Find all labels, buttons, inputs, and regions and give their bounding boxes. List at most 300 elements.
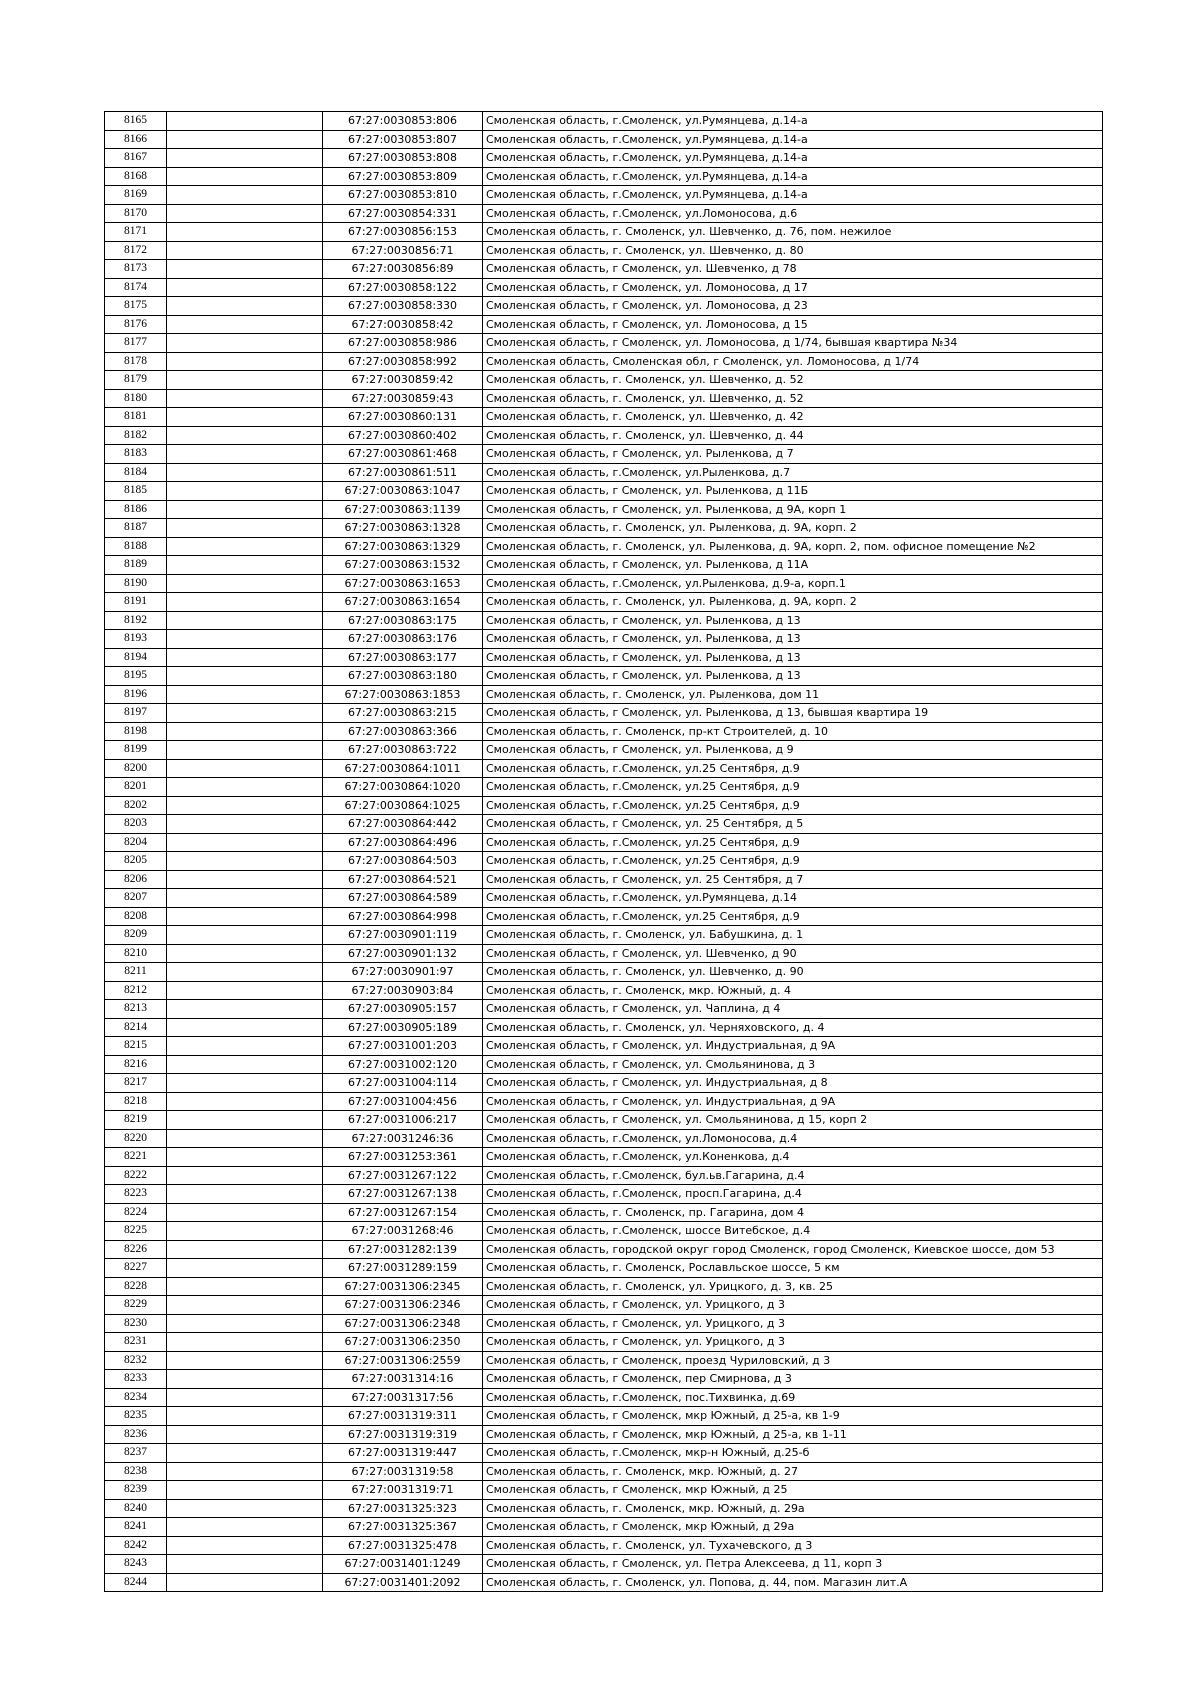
table-row bbox=[105, 889, 1103, 908]
empty-cell bbox=[167, 889, 323, 908]
address: Смоленская область, г. Смоленск, ул. Шевченко, д. 90 bbox=[483, 963, 1103, 982]
address: Смоленская область, г. Смоленск, ул. Шевченко, д. 80 bbox=[483, 241, 1103, 260]
table-row bbox=[105, 1499, 1103, 1518]
empty-cell bbox=[167, 981, 323, 1000]
table-row bbox=[105, 186, 1103, 205]
address: Смоленская область, г Смоленск, ул. Рыленкова, д 13, бывшая квартира 19 bbox=[483, 704, 1103, 723]
row-number: 8183 bbox=[105, 445, 167, 464]
cadastral-number: 67:27:0030858:992 bbox=[323, 352, 483, 371]
empty-cell bbox=[167, 537, 323, 556]
address: Смоленская область, г Смоленск, ул. Индустриальная, д 9А bbox=[483, 1092, 1103, 1111]
address: Смоленская область, г.Смоленск, ул.Румянцева, д.14-а bbox=[483, 130, 1103, 149]
empty-cell bbox=[167, 1018, 323, 1037]
cadastral-number: 67:27:0031306:2350 bbox=[323, 1333, 483, 1352]
cadastral-number: 67:27:0031319:447 bbox=[323, 1444, 483, 1463]
row-number: 8216 bbox=[105, 1055, 167, 1074]
table-row bbox=[105, 297, 1103, 316]
address: Смоленская область, городской округ город Смоленск, город Смоленск, Киевское шоссе, дом 53 bbox=[483, 1240, 1103, 1259]
empty-cell bbox=[167, 722, 323, 741]
address: Смоленская область, г.Смоленск, ул.25 Сентября, д.9 bbox=[483, 907, 1103, 926]
cadastral-number: 67:27:0031306:2346 bbox=[323, 1296, 483, 1315]
empty-cell bbox=[167, 334, 323, 353]
empty-cell bbox=[167, 223, 323, 242]
empty-cell bbox=[167, 852, 323, 871]
address: Смоленская область, г Смоленск, мкр Южный, д 25-а, кв 1-9 bbox=[483, 1407, 1103, 1426]
row-number: 8201 bbox=[105, 778, 167, 797]
address: Смоленская область, г Смоленск, ул. Рыленкова, д 13 bbox=[483, 630, 1103, 649]
cadastral-number: 67:27:0031317:56 bbox=[323, 1388, 483, 1407]
address: Смоленская область, г. Смоленск, ул. Шевченко, д. 42 bbox=[483, 408, 1103, 427]
table-row bbox=[105, 1555, 1103, 1574]
empty-cell bbox=[167, 1481, 323, 1500]
address: Смоленская область, г Смоленск, ул. Шевченко, д 78 bbox=[483, 260, 1103, 279]
address: Смоленская область, г Смоленск, ул. 25 Сентября, д 5 bbox=[483, 815, 1103, 834]
row-number: 8228 bbox=[105, 1277, 167, 1296]
empty-cell bbox=[167, 1518, 323, 1537]
row-number: 8220 bbox=[105, 1129, 167, 1148]
cadastral-number: 67:27:0031001:203 bbox=[323, 1037, 483, 1056]
cadastral-number: 67:27:0030864:442 bbox=[323, 815, 483, 834]
row-number: 8222 bbox=[105, 1166, 167, 1185]
cadastral-number: 67:27:0030863:1532 bbox=[323, 556, 483, 575]
empty-cell bbox=[167, 593, 323, 612]
table-row bbox=[105, 944, 1103, 963]
row-number: 8166 bbox=[105, 130, 167, 149]
cadastral-number: 67:27:0031246:36 bbox=[323, 1129, 483, 1148]
table-row bbox=[105, 500, 1103, 519]
cadastral-number: 67:27:0030853:806 bbox=[323, 112, 483, 131]
address: Смоленская область, г Смоленск, пер Смирнова, д 3 bbox=[483, 1370, 1103, 1389]
table-row bbox=[105, 1000, 1103, 1019]
address: Смоленская область, г.Смоленск, ул.Ломоносова, д.4 bbox=[483, 1129, 1103, 1148]
empty-cell bbox=[167, 870, 323, 889]
table-row bbox=[105, 519, 1103, 538]
row-number: 8186 bbox=[105, 500, 167, 519]
cadastral-number: 67:27:0031319:58 bbox=[323, 1462, 483, 1481]
cadastral-number: 67:27:0030905:157 bbox=[323, 1000, 483, 1019]
row-number: 8241 bbox=[105, 1518, 167, 1537]
empty-cell bbox=[167, 759, 323, 778]
address: Смоленская область, г. Смоленск, ул. Черняховского, д. 4 bbox=[483, 1018, 1103, 1037]
empty-cell bbox=[167, 1425, 323, 1444]
cadastral-number: 67:27:0030858:122 bbox=[323, 278, 483, 297]
table-row bbox=[105, 112, 1103, 131]
row-number: 8173 bbox=[105, 260, 167, 279]
row-number: 8174 bbox=[105, 278, 167, 297]
empty-cell bbox=[167, 1055, 323, 1074]
cadastral-number: 67:27:0030863:722 bbox=[323, 741, 483, 760]
row-number: 8197 bbox=[105, 704, 167, 723]
address: Смоленская область, г.Смоленск, ул.Румянцева, д.14-а bbox=[483, 167, 1103, 186]
empty-cell bbox=[167, 1259, 323, 1278]
cadastral-number: 67:27:0030863:1139 bbox=[323, 500, 483, 519]
table-row bbox=[105, 1388, 1103, 1407]
row-number: 8226 bbox=[105, 1240, 167, 1259]
empty-cell bbox=[167, 833, 323, 852]
address: Смоленская область, г. Смоленск, ул. Шевченко, д. 52 bbox=[483, 371, 1103, 390]
row-number: 8224 bbox=[105, 1203, 167, 1222]
address: Смоленская область, г Смоленск, проезд Чуриловский, д 3 bbox=[483, 1351, 1103, 1370]
row-number: 8243 bbox=[105, 1555, 167, 1574]
row-number: 8214 bbox=[105, 1018, 167, 1037]
empty-cell bbox=[167, 741, 323, 760]
empty-cell bbox=[167, 685, 323, 704]
cadastral-number: 67:27:0030901:132 bbox=[323, 944, 483, 963]
table-row bbox=[105, 1055, 1103, 1074]
row-number: 8204 bbox=[105, 833, 167, 852]
empty-cell bbox=[167, 796, 323, 815]
address: Смоленская область, г. Смоленск, мкр. Южный, д. 29а bbox=[483, 1499, 1103, 1518]
address: Смоленская область, г. Смоленск, пр-кт Строителей, д. 10 bbox=[483, 722, 1103, 741]
row-number: 8172 bbox=[105, 241, 167, 260]
row-number: 8244 bbox=[105, 1573, 167, 1592]
empty-cell bbox=[167, 352, 323, 371]
cadastral-number: 67:27:0031289:159 bbox=[323, 1259, 483, 1278]
empty-cell bbox=[167, 1573, 323, 1592]
table-row bbox=[105, 741, 1103, 760]
empty-cell bbox=[167, 944, 323, 963]
row-number: 8229 bbox=[105, 1296, 167, 1315]
cadastral-number: 67:27:0030864:503 bbox=[323, 852, 483, 871]
empty-cell bbox=[167, 186, 323, 205]
empty-cell bbox=[167, 1092, 323, 1111]
table-row bbox=[105, 593, 1103, 612]
cadastral-number: 67:27:0030863:1853 bbox=[323, 685, 483, 704]
address: Смоленская область, г Смоленск, ул. Рыленкова, д 13 bbox=[483, 667, 1103, 686]
table-row bbox=[105, 1111, 1103, 1130]
table-row bbox=[105, 334, 1103, 353]
cadastral-number: 67:27:0030858:330 bbox=[323, 297, 483, 316]
empty-cell bbox=[167, 667, 323, 686]
table-row bbox=[105, 685, 1103, 704]
empty-cell bbox=[167, 1148, 323, 1167]
address: Смоленская область, г. Смоленск, ул. Шевченко, д. 44 bbox=[483, 426, 1103, 445]
cadastral-number: 67:27:0030861:511 bbox=[323, 463, 483, 482]
cadastral-number: 67:27:0030853:808 bbox=[323, 149, 483, 168]
table-row bbox=[105, 704, 1103, 723]
address: Смоленская область, г Смоленск, ул. Рыленкова, д 9 bbox=[483, 741, 1103, 760]
table-row bbox=[105, 611, 1103, 630]
row-number: 8195 bbox=[105, 667, 167, 686]
row-number: 8235 bbox=[105, 1407, 167, 1426]
empty-cell bbox=[167, 500, 323, 519]
address: Смоленская область, г Смоленск, ул. Урицкого, д 3 bbox=[483, 1314, 1103, 1333]
address: Смоленская область, г Смоленск, ул. Чаплина, д 4 bbox=[483, 1000, 1103, 1019]
empty-cell bbox=[167, 1203, 323, 1222]
cadastral-number: 67:27:0030863:1329 bbox=[323, 537, 483, 556]
address: Смоленская область, г Смоленск, мкр Южный, д 25-а, кв 1-11 bbox=[483, 1425, 1103, 1444]
table-row bbox=[105, 426, 1103, 445]
empty-cell bbox=[167, 1333, 323, 1352]
address: Смоленская область, г.Смоленск, ул.Коненкова, д.4 bbox=[483, 1148, 1103, 1167]
table-row bbox=[105, 796, 1103, 815]
cadastral-number: 67:27:0030863:1047 bbox=[323, 482, 483, 501]
cadastral-number: 67:27:0030901:119 bbox=[323, 926, 483, 945]
cadastral-number: 67:27:0030863:175 bbox=[323, 611, 483, 630]
row-number: 8219 bbox=[105, 1111, 167, 1130]
row-number: 8200 bbox=[105, 759, 167, 778]
row-number: 8193 bbox=[105, 630, 167, 649]
address: Смоленская область, г. Смоленск, ул. Рыленкова, д. 9А, корп. 2 bbox=[483, 519, 1103, 538]
empty-cell bbox=[167, 963, 323, 982]
row-number: 8199 bbox=[105, 741, 167, 760]
cadastral-number: 67:27:0030856:153 bbox=[323, 223, 483, 242]
cadastral-number: 67:27:0030858:986 bbox=[323, 334, 483, 353]
address: Смоленская область, г.Смоленск, ул.25 Сентября, д.9 bbox=[483, 759, 1103, 778]
address: Смоленская область, г.Смоленск, ул.25 Сентября, д.9 bbox=[483, 852, 1103, 871]
empty-cell bbox=[167, 556, 323, 575]
address: Смоленская область, г.Смоленск, ул.25 Сентября, д.9 bbox=[483, 778, 1103, 797]
row-number: 8165 bbox=[105, 112, 167, 131]
table-row bbox=[105, 630, 1103, 649]
table-row bbox=[105, 1333, 1103, 1352]
table-row bbox=[105, 556, 1103, 575]
address: Смоленская область, г. Смоленск, ул. Рыленкова, дом 11 bbox=[483, 685, 1103, 704]
address: Смоленская область, г.Смоленск, ул.Румянцева, д.14-а bbox=[483, 186, 1103, 205]
empty-cell bbox=[167, 445, 323, 464]
row-number: 8194 bbox=[105, 648, 167, 667]
empty-cell bbox=[167, 130, 323, 149]
registry-table-body bbox=[105, 112, 1103, 1592]
table-row bbox=[105, 1259, 1103, 1278]
row-number: 8189 bbox=[105, 556, 167, 575]
empty-cell bbox=[167, 482, 323, 501]
empty-cell bbox=[167, 167, 323, 186]
address: Смоленская область, г.Смоленск, ул.Румянцева, д.14 bbox=[483, 889, 1103, 908]
cadastral-number: 67:27:0030853:810 bbox=[323, 186, 483, 205]
cadastral-number: 67:27:0030856:89 bbox=[323, 260, 483, 279]
table-row bbox=[105, 482, 1103, 501]
address: Смоленская область, г Смоленск, ул. Ломоносова, д 17 bbox=[483, 278, 1103, 297]
cadastral-number: 67:27:0031253:361 bbox=[323, 1148, 483, 1167]
address: Смоленская область, Смоленская обл, г Смоленск, ул. Ломоносова, д 1/74 bbox=[483, 352, 1103, 371]
row-number: 8225 bbox=[105, 1222, 167, 1241]
table-row bbox=[105, 1370, 1103, 1389]
address: Смоленская область, г.Смоленск, ул.Румянцева, д.14-а bbox=[483, 149, 1103, 168]
empty-cell bbox=[167, 1370, 323, 1389]
cadastral-number: 67:27:0031325:367 bbox=[323, 1518, 483, 1537]
table-row bbox=[105, 1037, 1103, 1056]
cadastral-number: 67:27:0030863:1654 bbox=[323, 593, 483, 612]
table-row bbox=[105, 1203, 1103, 1222]
address: Смоленская область, г Смоленск, ул. Урицкого, д 3 bbox=[483, 1333, 1103, 1352]
cadastral-number: 67:27:0030864:496 bbox=[323, 833, 483, 852]
address: Смоленская область, г. Смоленск, мкр. Южный, д. 27 bbox=[483, 1462, 1103, 1481]
empty-cell bbox=[167, 1351, 323, 1370]
row-number: 8236 bbox=[105, 1425, 167, 1444]
row-number: 8177 bbox=[105, 334, 167, 353]
registry-table bbox=[104, 111, 1103, 1592]
table-row bbox=[105, 241, 1103, 260]
cadastral-number: 67:27:0031267:138 bbox=[323, 1185, 483, 1204]
table-row bbox=[105, 574, 1103, 593]
empty-cell bbox=[167, 389, 323, 408]
row-number: 8240 bbox=[105, 1499, 167, 1518]
table-row bbox=[105, 315, 1103, 334]
address: Смоленская область, г.Смоленск, ул.25 Сентября, д.9 bbox=[483, 796, 1103, 815]
cadastral-number: 67:27:0030858:42 bbox=[323, 315, 483, 334]
address: Смоленская область, г Смоленск, ул. Рыленкова, д 11Б bbox=[483, 482, 1103, 501]
cadastral-number: 67:27:0030864:1025 bbox=[323, 796, 483, 815]
cadastral-number: 67:27:0031325:323 bbox=[323, 1499, 483, 1518]
row-number: 8207 bbox=[105, 889, 167, 908]
cadastral-number: 67:27:0031006:217 bbox=[323, 1111, 483, 1130]
table-row bbox=[105, 1018, 1103, 1037]
table-row bbox=[105, 167, 1103, 186]
cadastral-number: 67:27:0030864:521 bbox=[323, 870, 483, 889]
row-number: 8234 bbox=[105, 1388, 167, 1407]
address: Смоленская область, г Смоленск, ул. Ломоносова, д 15 bbox=[483, 315, 1103, 334]
address: Смоленская область, г Смоленск, ул. Рыленкова, д 13 bbox=[483, 648, 1103, 667]
table-row bbox=[105, 1518, 1103, 1537]
address: Смоленская область, г. Смоленск, ул. Урицкого, д. 3, кв. 25 bbox=[483, 1277, 1103, 1296]
row-number: 8237 bbox=[105, 1444, 167, 1463]
row-number: 8223 bbox=[105, 1185, 167, 1204]
cadastral-number: 67:27:0030863:215 bbox=[323, 704, 483, 723]
cadastral-number: 67:27:0031268:46 bbox=[323, 1222, 483, 1241]
table-row bbox=[105, 260, 1103, 279]
empty-cell bbox=[167, 463, 323, 482]
empty-cell bbox=[167, 1277, 323, 1296]
empty-cell bbox=[167, 241, 323, 260]
table-row bbox=[105, 722, 1103, 741]
row-number: 8198 bbox=[105, 722, 167, 741]
empty-cell bbox=[167, 1296, 323, 1315]
empty-cell bbox=[167, 1074, 323, 1093]
table-row bbox=[105, 389, 1103, 408]
row-number: 8232 bbox=[105, 1351, 167, 1370]
address: Смоленская область, г. Смоленск, Рославльское шоссе, 5 км bbox=[483, 1259, 1103, 1278]
table-row bbox=[105, 648, 1103, 667]
address: Смоленская область, г.Смоленск, ул.25 Сентября, д.9 bbox=[483, 833, 1103, 852]
table-row bbox=[105, 1092, 1103, 1111]
row-number: 8215 bbox=[105, 1037, 167, 1056]
empty-cell bbox=[167, 1388, 323, 1407]
cadastral-number: 67:27:0030856:71 bbox=[323, 241, 483, 260]
table-row bbox=[105, 1314, 1103, 1333]
empty-cell bbox=[167, 426, 323, 445]
table-row bbox=[105, 1481, 1103, 1500]
cadastral-number: 67:27:0031401:1249 bbox=[323, 1555, 483, 1574]
row-number: 8171 bbox=[105, 223, 167, 242]
address: Смоленская область, г.Смоленск, просп.Гагарина, д.4 bbox=[483, 1185, 1103, 1204]
cadastral-number: 67:27:0030864:1020 bbox=[323, 778, 483, 797]
row-number: 8191 bbox=[105, 593, 167, 612]
cadastral-number: 67:27:0030863:366 bbox=[323, 722, 483, 741]
row-number: 8190 bbox=[105, 574, 167, 593]
cadastral-number: 67:27:0031267:122 bbox=[323, 1166, 483, 1185]
empty-cell bbox=[167, 1222, 323, 1241]
row-number: 8181 bbox=[105, 408, 167, 427]
table-row bbox=[105, 907, 1103, 926]
row-number: 8167 bbox=[105, 149, 167, 168]
address: Смоленская область, г Смоленск, мкр Южный, д 29а bbox=[483, 1518, 1103, 1537]
address: Смоленская область, г Смоленск, ул. Рыленкова, д 11А bbox=[483, 556, 1103, 575]
address: Смоленская область, г Смоленск, ул. Рыленкова, д 7 bbox=[483, 445, 1103, 464]
address: Смоленская область, г Смоленск, ул. Индустриальная, д 9А bbox=[483, 1037, 1103, 1056]
cadastral-number: 67:27:0031401:2092 bbox=[323, 1573, 483, 1592]
address: Смоленская область, г.Смоленск, бул.ьв.Гагарина, д.4 bbox=[483, 1166, 1103, 1185]
row-number: 8196 bbox=[105, 685, 167, 704]
cadastral-number: 67:27:0031319:319 bbox=[323, 1425, 483, 1444]
empty-cell bbox=[167, 630, 323, 649]
table-row bbox=[105, 1240, 1103, 1259]
cadastral-number: 67:27:0031314:16 bbox=[323, 1370, 483, 1389]
empty-cell bbox=[167, 204, 323, 223]
address: Смоленская область, г.Смоленск, ул.Ломоносова, д.6 bbox=[483, 204, 1103, 223]
address: Смоленская область, г.Смоленск, ул.Рыленкова, д.7 bbox=[483, 463, 1103, 482]
row-number: 8203 bbox=[105, 815, 167, 834]
cadastral-number: 67:27:0031319:71 bbox=[323, 1481, 483, 1500]
table-row bbox=[105, 1129, 1103, 1148]
empty-cell bbox=[167, 1314, 323, 1333]
row-number: 8178 bbox=[105, 352, 167, 371]
empty-cell bbox=[167, 371, 323, 390]
row-number: 8188 bbox=[105, 537, 167, 556]
address: Смоленская область, г. Смоленск, ул. Рыленкова, д. 9А, корп. 2 bbox=[483, 593, 1103, 612]
empty-cell bbox=[167, 1555, 323, 1574]
empty-cell bbox=[167, 1444, 323, 1463]
table-row bbox=[105, 1185, 1103, 1204]
empty-cell bbox=[167, 278, 323, 297]
row-number: 8208 bbox=[105, 907, 167, 926]
empty-cell bbox=[167, 907, 323, 926]
table-row bbox=[105, 1444, 1103, 1463]
cadastral-number: 67:27:0031306:2348 bbox=[323, 1314, 483, 1333]
address: Смоленская область, г. Смоленск, ул. Шевченко, д. 52 bbox=[483, 389, 1103, 408]
table-row bbox=[105, 371, 1103, 390]
row-number: 8170 bbox=[105, 204, 167, 223]
table-row bbox=[105, 537, 1103, 556]
row-number: 8175 bbox=[105, 297, 167, 316]
address: Смоленская область, г Смоленск, ул. Ломоносова, д 1/74, бывшая квартира №34 bbox=[483, 334, 1103, 353]
table-row bbox=[105, 223, 1103, 242]
row-number: 8206 bbox=[105, 870, 167, 889]
table-row bbox=[105, 1407, 1103, 1426]
cadastral-number: 67:27:0030905:189 bbox=[323, 1018, 483, 1037]
address: Смоленская область, г.Смоленск, мкр-н Южный, д.25-б bbox=[483, 1444, 1103, 1463]
row-number: 8187 bbox=[105, 519, 167, 538]
empty-cell bbox=[167, 926, 323, 945]
cadastral-number: 67:27:0030853:807 bbox=[323, 130, 483, 149]
address: Смоленская область, г Смоленск, ул. Ломоносова, д 23 bbox=[483, 297, 1103, 316]
cadastral-number: 67:27:0030901:97 bbox=[323, 963, 483, 982]
table-row bbox=[105, 463, 1103, 482]
table-row bbox=[105, 445, 1103, 464]
cadastral-number: 67:27:0031002:120 bbox=[323, 1055, 483, 1074]
row-number: 8230 bbox=[105, 1314, 167, 1333]
table-row bbox=[105, 1148, 1103, 1167]
empty-cell bbox=[167, 1000, 323, 1019]
address: Смоленская область, г.Смоленск, шоссе Витебское, д.4 bbox=[483, 1222, 1103, 1241]
empty-cell bbox=[167, 315, 323, 334]
cadastral-number: 67:27:0031319:311 bbox=[323, 1407, 483, 1426]
row-number: 8212 bbox=[105, 981, 167, 1000]
address: Смоленская область, г Смоленск, мкр Южный, д 25 bbox=[483, 1481, 1103, 1500]
table-row bbox=[105, 1462, 1103, 1481]
cadastral-number: 67:27:0030903:84 bbox=[323, 981, 483, 1000]
empty-cell bbox=[167, 1499, 323, 1518]
table-row bbox=[105, 963, 1103, 982]
row-number: 8182 bbox=[105, 426, 167, 445]
table-row bbox=[105, 815, 1103, 834]
address: Смоленская область, г Смоленск, ул. Рыленкова, д 13 bbox=[483, 611, 1103, 630]
table-row bbox=[105, 833, 1103, 852]
empty-cell bbox=[167, 297, 323, 316]
row-number: 8209 bbox=[105, 926, 167, 945]
table-row bbox=[105, 852, 1103, 871]
empty-cell bbox=[167, 112, 323, 131]
